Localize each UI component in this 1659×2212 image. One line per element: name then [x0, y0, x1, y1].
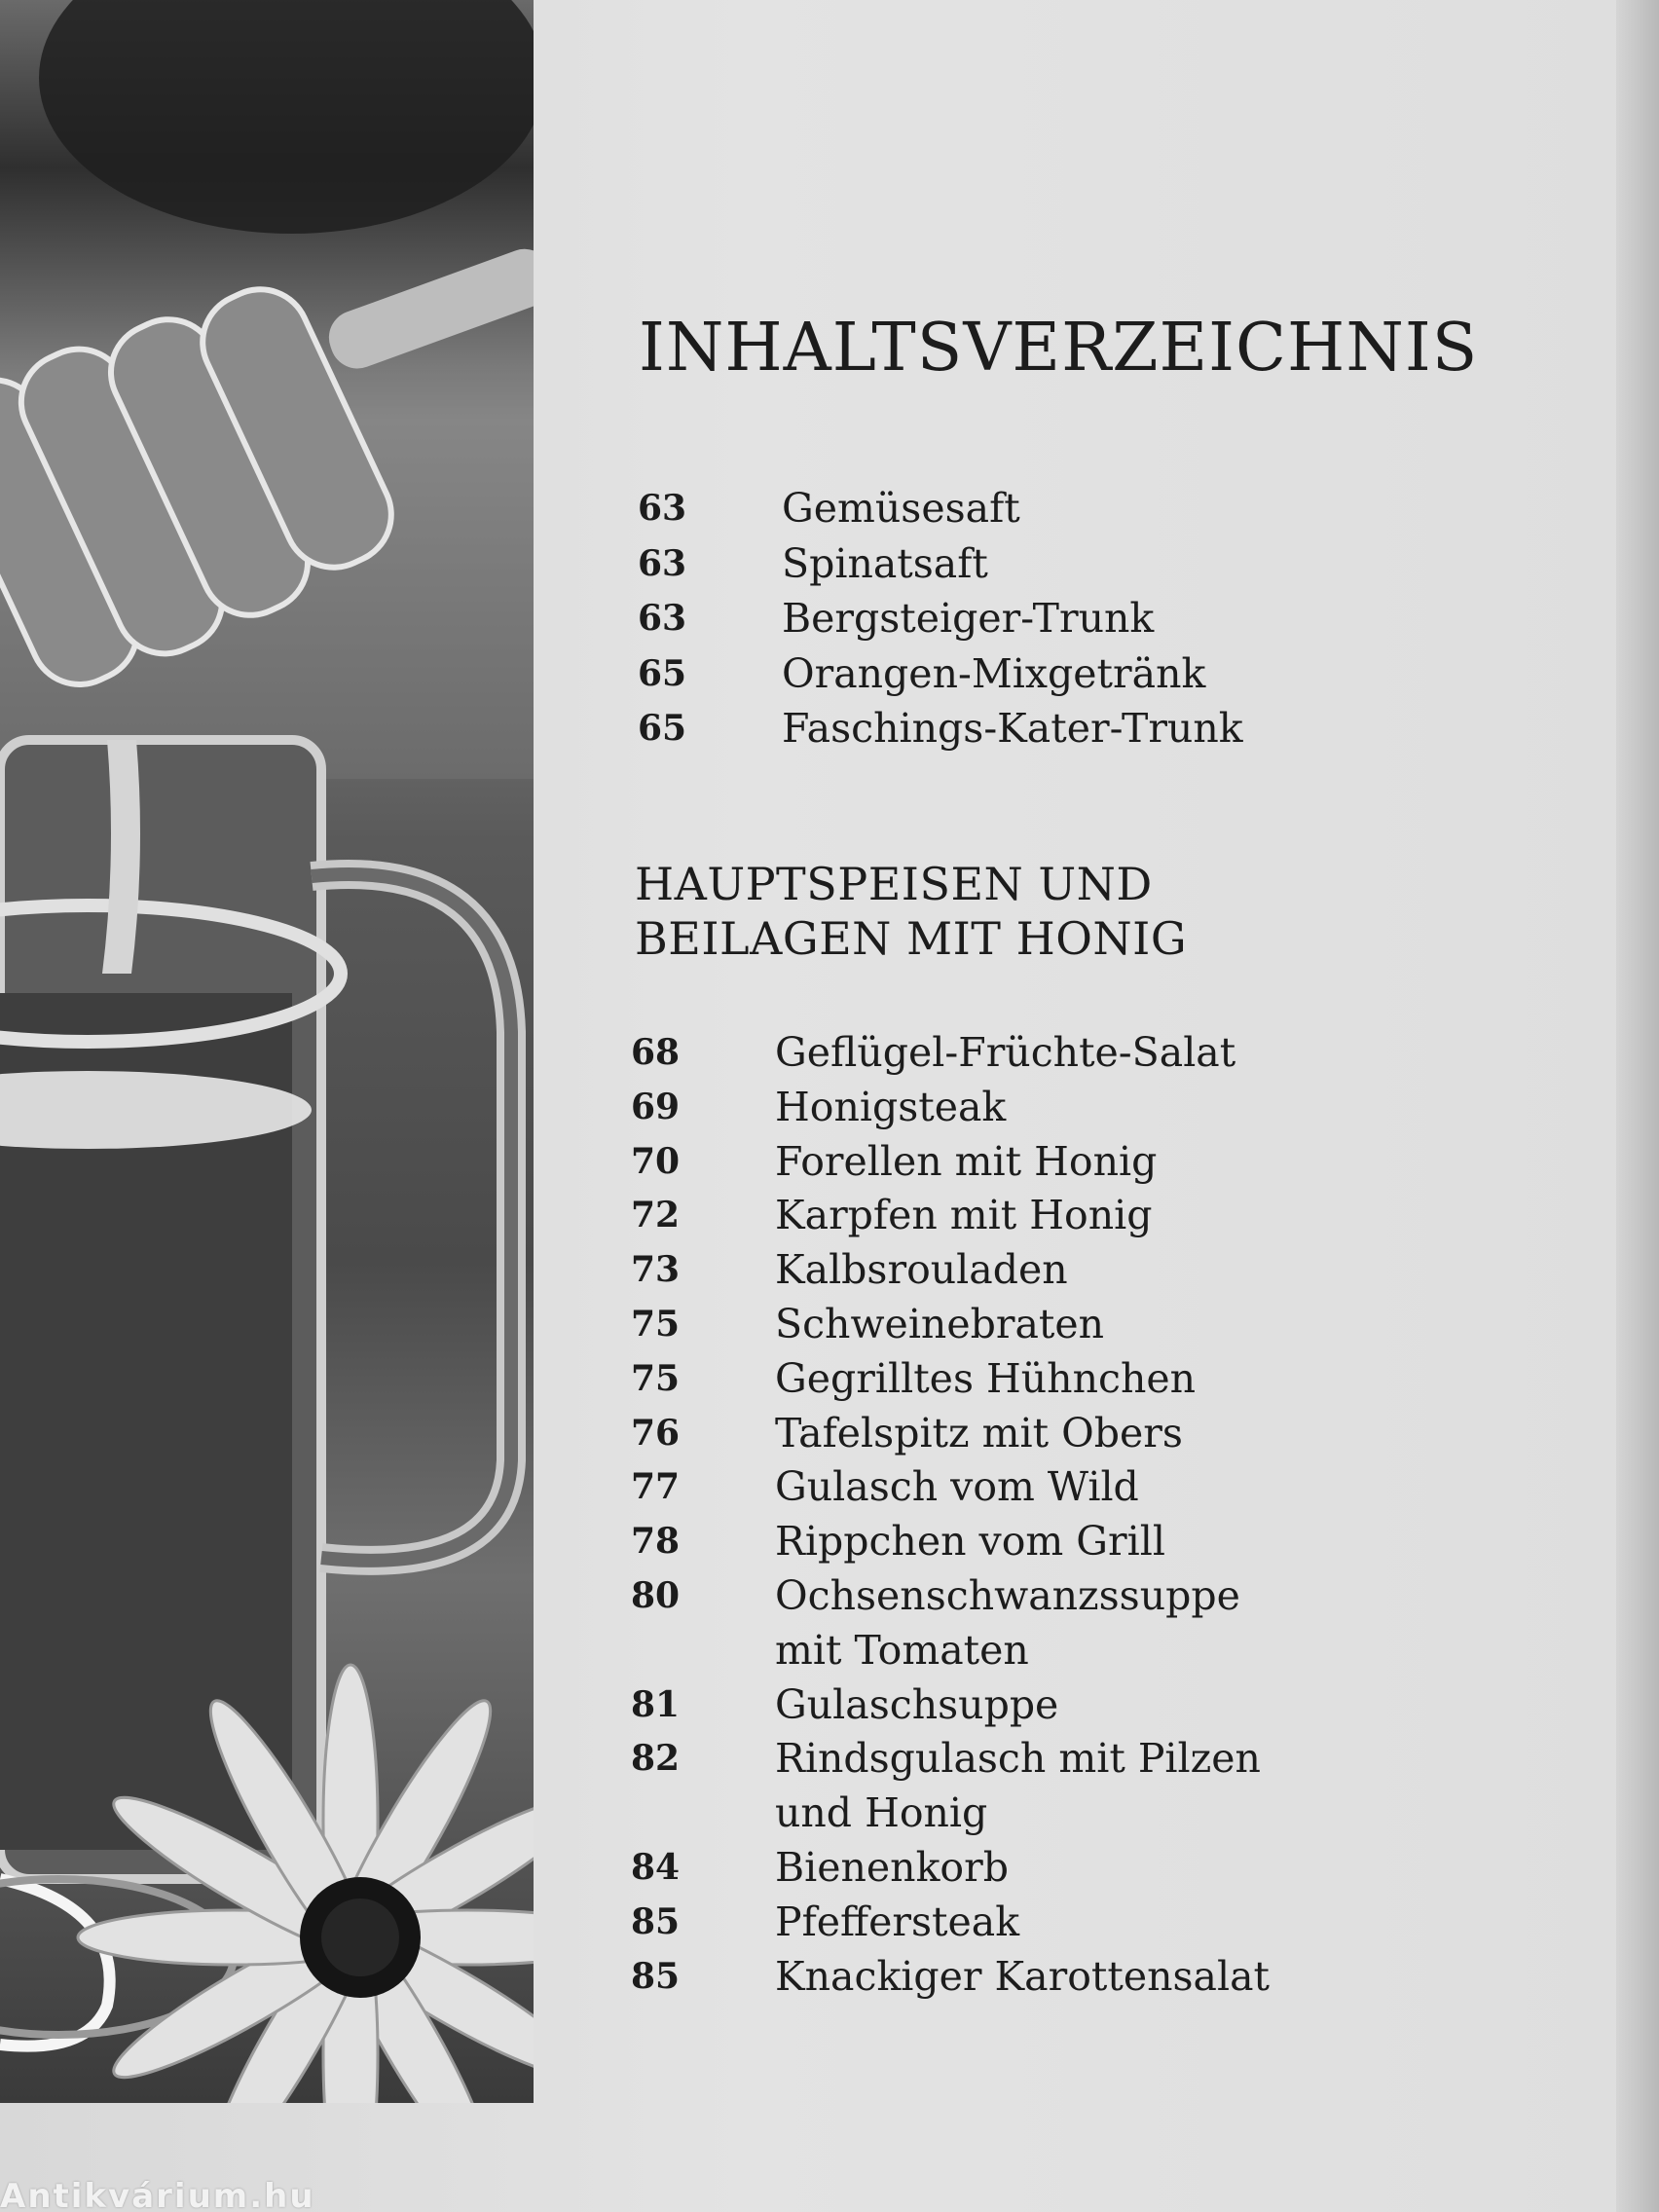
toc-page-number: 63 — [638, 598, 687, 639]
toc-page-number: 81 — [631, 1683, 681, 1725]
toc-page-number: 63 — [638, 542, 687, 584]
toc-entry — [631, 1243, 1270, 1298]
toc-entry-title: Kalbsrouladen — [775, 1246, 1068, 1294]
toc-entry-title: Rindsgulasch mit Pilzen — [775, 1735, 1261, 1783]
page-title: INHALTSVERZEICHNIS — [639, 310, 1479, 387]
toc-entry-title: Tafelspitz mit Obers — [775, 1409, 1183, 1456]
section-heading-line1: HAUPTSPEISEN UND — [635, 858, 1153, 910]
toc-entry-title: Rippchen vom Grill — [775, 1518, 1165, 1566]
toc-entry-title-continued: und Honig — [775, 1789, 988, 1837]
toc-page-number: 82 — [631, 1738, 681, 1780]
toc-entry — [631, 1950, 1270, 2005]
toc-page-number: 75 — [631, 1303, 681, 1345]
toc-entry — [631, 1460, 1270, 1515]
toc-entry — [631, 1732, 1270, 1841]
toc-entry-title: Karpfen mit Honig — [775, 1192, 1153, 1239]
toc-page-number: 63 — [638, 488, 687, 529]
toc-entry-title: Spinatsaft — [782, 539, 988, 587]
toc-entry-title: Faschings-Kater-Trunk — [782, 705, 1243, 752]
toc-entry — [631, 1678, 1270, 1733]
toc-entry — [638, 701, 1243, 756]
toc-entry-title: Gemüsesaft — [782, 485, 1020, 532]
toc-entry — [631, 1135, 1270, 1190]
toc-entry-title: Gegrilltes Hühnchen — [775, 1354, 1197, 1402]
toc-entry — [631, 1407, 1270, 1461]
toc-page-number: 73 — [631, 1249, 681, 1291]
toc-page-number: 76 — [631, 1412, 681, 1454]
toc-page-number: 85 — [631, 1955, 681, 1997]
section-heading-line2: BEILAGEN MIT HONIG — [635, 912, 1188, 965]
toc-entry-title: Forellen mit Honig — [775, 1137, 1158, 1185]
toc-page-number: 75 — [631, 1357, 681, 1399]
toc-entry — [631, 1841, 1270, 1896]
toc-entry — [638, 481, 1243, 536]
toc-entry-title: Pfeffersteak — [775, 1898, 1020, 1945]
toc-page-number: 69 — [631, 1086, 681, 1127]
toc-page-number: 80 — [631, 1574, 681, 1616]
section-heading — [635, 857, 1316, 966]
toc-entry-title: Bergsteiger-Trunk — [782, 595, 1155, 642]
toc-page-number: 68 — [631, 1032, 681, 1073]
toc-entry — [631, 1896, 1270, 1950]
toc-page-number: 78 — [631, 1521, 681, 1563]
toc-page-number: 85 — [631, 1900, 681, 1942]
toc-page-number: 72 — [631, 1195, 681, 1236]
toc-page-number: 65 — [638, 708, 687, 749]
toc-page-number: 65 — [638, 652, 687, 694]
toc-entry — [638, 591, 1243, 646]
toc-entry — [638, 646, 1243, 702]
toc-entry-title: Schweinebraten — [775, 1300, 1105, 1347]
honey-photo — [0, 0, 534, 2103]
toc-entry — [631, 1352, 1270, 1407]
toc-entry-title: Orangen-Mixgetränk — [782, 649, 1206, 697]
toc-entry-title: Bienenkorb — [775, 1843, 1009, 1891]
toc-drinks-list — [638, 481, 1243, 756]
toc-entry — [631, 1189, 1270, 1243]
toc-entry — [631, 1569, 1270, 1678]
page-edge-shadow — [1616, 0, 1659, 2212]
toc-entry-title: Gulaschsuppe — [775, 1680, 1059, 1728]
toc-entry-title: Geflügel-Früchte-Salat — [775, 1029, 1236, 1076]
toc-page-number: 77 — [631, 1466, 681, 1508]
toc-entry — [631, 1298, 1270, 1352]
toc-entry-title: Gulasch vom Wild — [775, 1463, 1139, 1511]
toc-page-number: 70 — [631, 1140, 681, 1182]
watermark-text: Antikvárium.hu — [0, 2177, 315, 2212]
toc-entry — [638, 536, 1243, 592]
toc-entry — [631, 1081, 1270, 1135]
toc-entry-title: Honigsteak — [775, 1083, 1007, 1130]
toc-main-list — [631, 1026, 1270, 2004]
toc-page-number: 84 — [631, 1846, 681, 1888]
toc-entry — [631, 1515, 1270, 1569]
toc-entry-title: Ochsenschwanzssuppe — [775, 1571, 1240, 1619]
toc-entry-title: Knackiger Karottensalat — [775, 1952, 1271, 2000]
toc-entry-title-continued: mit Tomaten — [775, 1626, 1029, 1674]
toc-entry — [631, 1026, 1270, 1081]
